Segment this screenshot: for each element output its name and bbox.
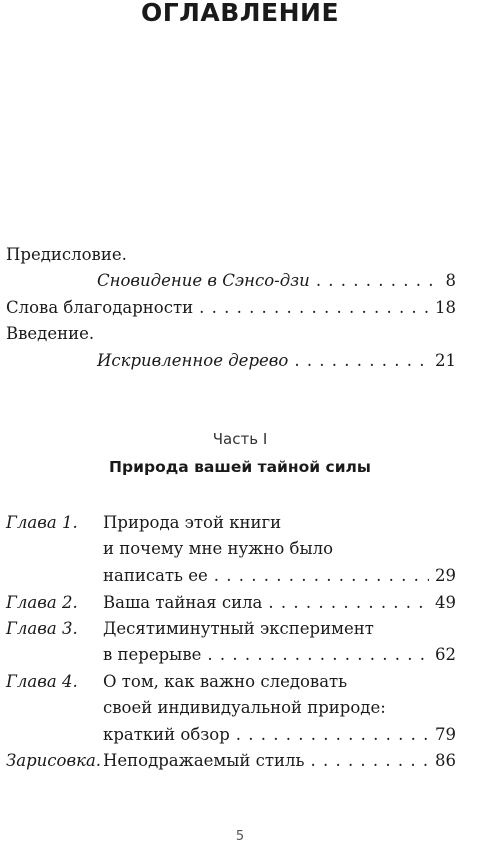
- toc-entry-chapter-2[interactable]: [103, 590, 456, 616]
- dot-leader: [310, 748, 429, 774]
- toc-entry-chapter-4[interactable]: [103, 722, 456, 748]
- chapter-label: Глава 3.: [6, 619, 78, 638]
- dot-leader: [268, 590, 429, 616]
- dot-leader: [316, 268, 434, 294]
- chapter-label: Зарисовка.: [6, 751, 102, 770]
- chapter-title-text: О том, как важно следовать: [103, 672, 348, 691]
- chapter-title-text: Десятиминутный эксперимент: [103, 619, 374, 638]
- chapter-label: Глава 1.: [6, 513, 78, 532]
- toc-entry-intro-label: [6, 321, 94, 347]
- page-ref: 86: [435, 751, 456, 770]
- part-label: Часть I: [212, 430, 268, 448]
- page-ref: 62: [435, 645, 456, 664]
- thanks-title: Слова благодарности: [6, 298, 194, 317]
- toc-entry-chapter-1[interactable]: [103, 563, 456, 589]
- page-ref: 79: [435, 725, 456, 744]
- toc-entry-intro[interactable]: [97, 348, 456, 374]
- dot-leader: [199, 295, 429, 321]
- preface-title: Сновидение в Сэнсо-дзи: [97, 271, 310, 290]
- page-ref: 49: [435, 593, 456, 612]
- page-ref: 21: [435, 351, 456, 370]
- toc-entry-sketch[interactable]: [103, 748, 456, 774]
- chapter-title-line: [103, 669, 347, 695]
- part-title: Природа вашей тайной силы: [109, 458, 371, 476]
- toc-entry-preface-label: [6, 242, 127, 268]
- page-ref: 8: [445, 271, 456, 290]
- chapter-title-text: в перерыве: [103, 645, 202, 664]
- toc-entry-thanks[interactable]: [6, 295, 456, 321]
- dot-leader: [236, 722, 429, 748]
- chapter-title-text: и почему мне нужно было: [103, 539, 334, 558]
- dot-leader: [294, 348, 429, 374]
- chapter-title-line: [103, 616, 374, 642]
- intro-title: Искривленное дерево: [97, 351, 289, 370]
- dot-leader: [214, 563, 429, 589]
- chapter-title-text: Ваша тайная сила: [103, 593, 263, 612]
- chapter-label: Глава 2.: [6, 593, 78, 612]
- page-ref: 29: [435, 566, 456, 585]
- page-title: ОГЛАВЛЕНИЕ: [140, 0, 340, 27]
- chapter-title-line: [103, 695, 386, 721]
- toc-entry-chapter-3[interactable]: [103, 642, 456, 668]
- chapter-title-text: Природа этой книги: [103, 513, 282, 532]
- chapter-title-text: краткий обзор: [103, 725, 230, 744]
- chapter-title-text: написать ее: [103, 566, 208, 585]
- chapter-title-line: [103, 536, 333, 562]
- toc-entry-preface[interactable]: [97, 268, 456, 294]
- chapter-label: Глава 4.: [6, 672, 78, 691]
- intro-label: Введение.: [6, 324, 95, 343]
- page-number: 5: [235, 829, 245, 844]
- chapter-title-text: Неподражаемый стиль: [103, 751, 305, 770]
- page-ref: 18: [435, 298, 456, 317]
- chapter-title-text: своей индивидуальной природе:: [103, 698, 386, 717]
- chapter-title-line: [103, 510, 281, 536]
- dot-leader: [207, 642, 429, 668]
- preface-label: Предисловие.: [6, 245, 127, 264]
